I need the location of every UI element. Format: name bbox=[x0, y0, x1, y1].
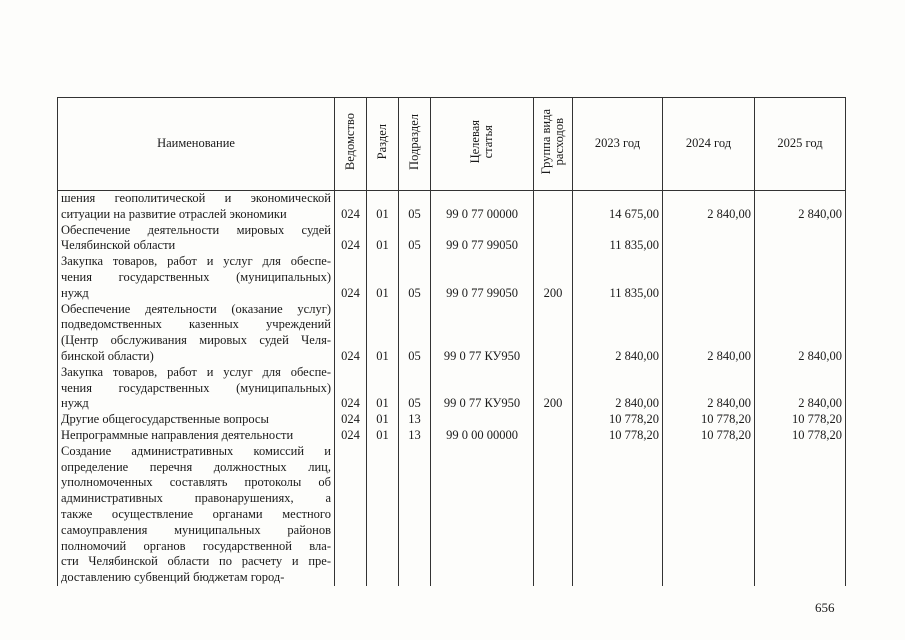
row-name-line: Непрограммные направления деятельности bbox=[61, 427, 294, 442]
row-value-2024: 2 840,00 bbox=[663, 191, 755, 223]
row-name-line: Челябинской области bbox=[61, 238, 176, 253]
row-vedomstvo: 024 bbox=[335, 254, 367, 301]
row-value-2023: 11 835,00 bbox=[573, 254, 663, 301]
table-row bbox=[58, 428, 846, 444]
table-row bbox=[58, 444, 846, 586]
row-name-line: доставлению субвенций бюджетам город- bbox=[61, 570, 285, 585]
header-name: Наименование bbox=[58, 98, 335, 191]
row-value-2024 bbox=[663, 223, 755, 255]
row-razdel: 01 bbox=[367, 254, 399, 301]
budget-table bbox=[57, 97, 846, 586]
row-value-2023: 11 835,00 bbox=[573, 223, 663, 255]
header-podrazdel: Подраздел bbox=[399, 98, 431, 191]
row-name bbox=[58, 444, 335, 586]
row-gruppa: 200 bbox=[534, 365, 573, 412]
row-value-2023: 14 675,00 bbox=[573, 191, 663, 223]
row-name-line: Закупка товаров, работ и услуг для обеспе- bbox=[61, 254, 331, 269]
header-razdel: Раздел bbox=[367, 98, 399, 191]
row-name-line: ситуации на развитие отраслей экономики bbox=[61, 206, 287, 221]
row-name-line: определение перечня должностных лиц, bbox=[61, 459, 331, 474]
row-name-line: Обеспечение деятельности (оказание услуг) bbox=[61, 301, 331, 316]
header-2023: 2023 год bbox=[573, 98, 663, 191]
row-name bbox=[58, 412, 335, 428]
row-podrazdel: 05 bbox=[399, 365, 431, 412]
page-number: 656 bbox=[815, 600, 835, 615]
row-podrazdel: 13 bbox=[399, 428, 431, 444]
row-razdel: 01 bbox=[367, 191, 399, 223]
row-vedomstvo bbox=[335, 444, 367, 586]
row-podrazdel: 05 bbox=[399, 254, 431, 301]
row-name-line: административных правонарушениях, а bbox=[61, 491, 331, 506]
row-name-line: чения государственных (муниципальных) bbox=[61, 269, 331, 284]
row-value-2024 bbox=[663, 254, 755, 301]
row-name bbox=[58, 428, 335, 444]
row-name-line: Закупка товаров, работ и услуг для обеспе- bbox=[61, 364, 331, 379]
row-name-line: самоуправления муниципальных районов bbox=[61, 522, 331, 537]
table-row bbox=[58, 254, 846, 301]
row-razdel: 01 bbox=[367, 223, 399, 255]
row-statya: 99 0 77 99050 bbox=[431, 223, 534, 255]
row-value-2025: 2 840,00 bbox=[755, 365, 846, 412]
row-value-2024: 10 778,20 bbox=[663, 428, 755, 444]
row-value-2023: 10 778,20 bbox=[573, 412, 663, 428]
row-value-2024: 2 840,00 bbox=[663, 302, 755, 365]
row-value-2025 bbox=[755, 223, 846, 255]
row-value-2025: 10 778,20 bbox=[755, 412, 846, 428]
row-vedomstvo: 024 bbox=[335, 365, 367, 412]
row-podrazdel bbox=[399, 444, 431, 586]
row-name-line: нужд bbox=[61, 285, 89, 300]
row-value-2025: 2 840,00 bbox=[755, 191, 846, 223]
row-value-2025 bbox=[755, 254, 846, 301]
table-row bbox=[58, 302, 846, 365]
row-vedomstvo: 024 bbox=[335, 223, 367, 255]
row-gruppa bbox=[534, 444, 573, 586]
row-name-line: Другие общегосударственные вопросы bbox=[61, 412, 269, 427]
row-name-line: бинской области) bbox=[61, 348, 154, 363]
header-statya: Целевая статья bbox=[431, 98, 534, 191]
row-name bbox=[58, 365, 335, 412]
header-gruppa: Группа вида расходов bbox=[534, 98, 573, 191]
row-name bbox=[58, 223, 335, 255]
row-value-2023: 2 840,00 bbox=[573, 302, 663, 365]
row-name-line: сти Челябинской области по расчету и пре- bbox=[61, 554, 331, 569]
row-value-2023: 2 840,00 bbox=[573, 365, 663, 412]
row-name-line: Создание административных комиссий и bbox=[61, 443, 331, 458]
row-statya: 99 0 00 00000 bbox=[431, 428, 534, 444]
row-value-2023 bbox=[573, 444, 663, 586]
header-2024: 2024 год bbox=[663, 98, 755, 191]
row-gruppa bbox=[534, 428, 573, 444]
row-vedomstvo: 024 bbox=[335, 191, 367, 223]
row-statya bbox=[431, 444, 534, 586]
row-gruppa bbox=[534, 302, 573, 365]
row-statya bbox=[431, 412, 534, 428]
row-name-line: также осуществление органами местного bbox=[61, 506, 331, 521]
header-2025: 2025 год bbox=[755, 98, 846, 191]
row-value-2023: 10 778,20 bbox=[573, 428, 663, 444]
table-row bbox=[58, 223, 846, 255]
header-vedomstvo: Ведомство bbox=[335, 98, 367, 191]
row-value-2025: 2 840,00 bbox=[755, 302, 846, 365]
row-vedomstvo: 024 bbox=[335, 428, 367, 444]
row-podrazdel: 05 bbox=[399, 223, 431, 255]
row-value-2024: 2 840,00 bbox=[663, 365, 755, 412]
row-podrazdel: 05 bbox=[399, 302, 431, 365]
row-razdel: 01 bbox=[367, 365, 399, 412]
row-name bbox=[58, 191, 335, 223]
row-vedomstvo: 024 bbox=[335, 412, 367, 428]
row-razdel: 01 bbox=[367, 412, 399, 428]
row-value-2024: 10 778,20 bbox=[663, 412, 755, 428]
row-gruppa: 200 bbox=[534, 254, 573, 301]
row-name-line: чения государственных (муниципальных) bbox=[61, 380, 331, 395]
table-row bbox=[58, 412, 846, 428]
row-name-line: полномочий органов государственной вла- bbox=[61, 538, 331, 553]
row-name-line: (Центр обслуживания мировых судей Челя- bbox=[61, 333, 331, 348]
row-vedomstvo: 024 bbox=[335, 302, 367, 365]
row-value-2024 bbox=[663, 444, 755, 586]
table-row bbox=[58, 365, 846, 412]
row-name bbox=[58, 254, 335, 301]
row-value-2025: 10 778,20 bbox=[755, 428, 846, 444]
row-value-2025 bbox=[755, 444, 846, 586]
row-razdel: 01 bbox=[367, 428, 399, 444]
row-name-line: подведомственных казенных учреждений bbox=[61, 317, 331, 332]
table-row bbox=[58, 191, 846, 223]
row-statya: 99 0 77 99050 bbox=[431, 254, 534, 301]
row-razdel: 01 bbox=[367, 302, 399, 365]
row-gruppa bbox=[534, 191, 573, 223]
row-statya: 99 0 77 00000 bbox=[431, 191, 534, 223]
row-gruppa bbox=[534, 223, 573, 255]
row-name-line: нужд bbox=[61, 396, 89, 411]
row-statya: 99 0 77 КУ950 bbox=[431, 365, 534, 412]
row-razdel bbox=[367, 444, 399, 586]
row-podrazdel: 05 bbox=[399, 191, 431, 223]
row-name-line: уполномоченных составлять протоколы об bbox=[61, 475, 331, 490]
row-name bbox=[58, 302, 335, 365]
row-statya: 99 0 77 КУ950 bbox=[431, 302, 534, 365]
row-name-line: шения геополитической и экономической bbox=[61, 191, 331, 205]
table-header-row bbox=[58, 98, 846, 191]
row-gruppa bbox=[534, 412, 573, 428]
row-name-line: Обеспечение деятельности мировых судей bbox=[61, 222, 331, 237]
row-podrazdel: 13 bbox=[399, 412, 431, 428]
table-body bbox=[58, 191, 846, 586]
